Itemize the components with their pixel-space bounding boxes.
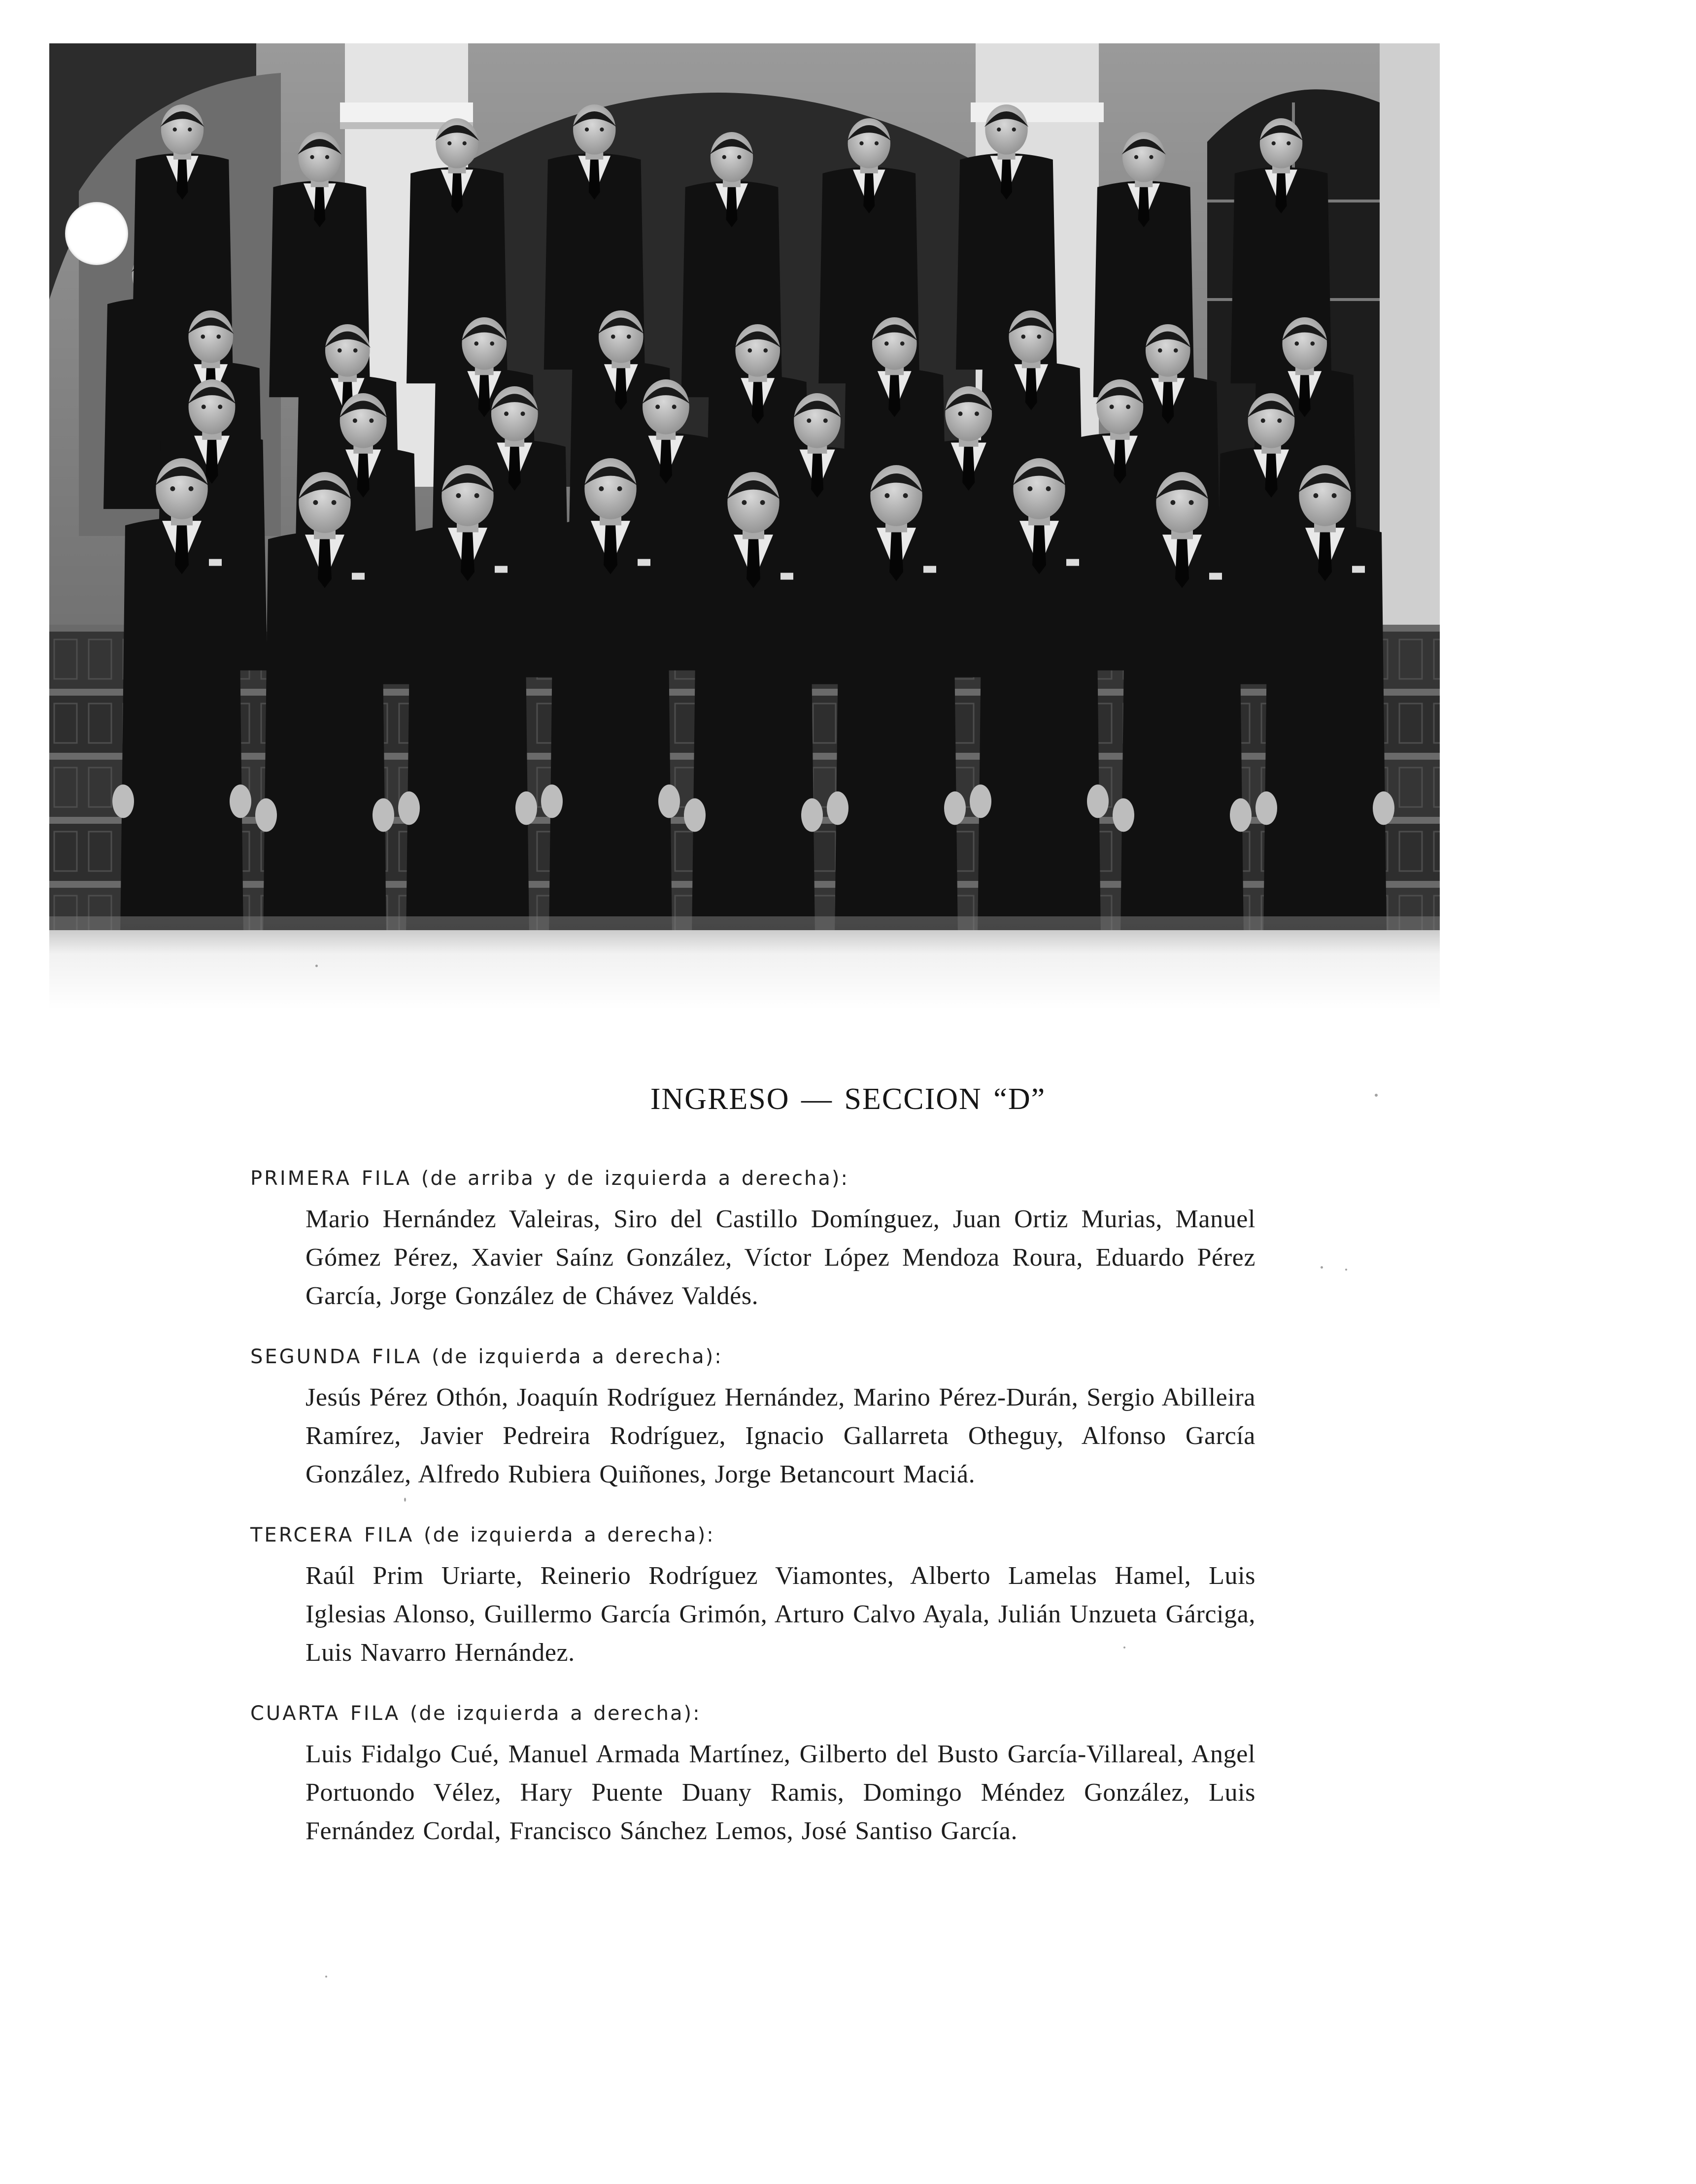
row-block-third — [250, 1520, 1255, 1672]
student-figure — [255, 472, 394, 930]
row-label: CUARTA FILA — [250, 1702, 401, 1725]
student-figure — [112, 458, 251, 930]
row-block-first — [250, 1164, 1255, 1315]
scan-speck — [1123, 1646, 1125, 1648]
scan-speck — [325, 1976, 327, 1978]
row-label: PRIMERA FILA — [250, 1167, 412, 1190]
student-figure — [1255, 465, 1394, 930]
student-figure — [398, 465, 537, 930]
scan-speck — [1345, 1269, 1347, 1271]
row-heading — [250, 1342, 1255, 1372]
student-figure — [541, 458, 680, 930]
row-label: SEGUNDA FILA — [250, 1345, 422, 1368]
row-names: Jesús Pérez Othón, Joaquín Rodríguez Hernández, Marino Pérez-Durán, Sergio Abilleira Ramírez, Javier Pedreira Rodríguez, Ignacio Gallarreta Otheguy, Alfonso García González, Alfredo Rubiera Quiñones, Jorge Betancourt Maciá. — [305, 1383, 1255, 1488]
row-qualifier: (de izquierda a derecha): — [400, 1702, 701, 1725]
student-figure — [1113, 472, 1252, 930]
row-block-fourth — [250, 1699, 1255, 1850]
row-qualifier: (de izquierda a derecha): — [414, 1524, 715, 1546]
group-photograph — [49, 43, 1440, 930]
row-block-second — [250, 1342, 1255, 1494]
scan-speck — [315, 965, 318, 967]
student-figure — [827, 465, 966, 930]
group-photograph-image — [49, 43, 1440, 930]
page-title: INGRESO — SECCION “D” — [650, 1082, 1046, 1116]
row-heading — [250, 1699, 1255, 1728]
student-figure — [970, 458, 1109, 930]
scan-speck — [404, 1498, 406, 1502]
scan-speck — [1321, 1266, 1323, 1269]
row-label: TERCERA FILA — [250, 1524, 414, 1546]
scan-speck — [1375, 1094, 1378, 1097]
row-heading — [250, 1164, 1255, 1193]
student-figure — [684, 472, 823, 930]
row-qualifier: (de arriba y de izquierda a derecha): — [411, 1167, 849, 1190]
binder-punch-hole — [65, 202, 128, 265]
row-names: Luis Fidalgo Cué, Manuel Armada Martínez, Gilberto del Busto García-Villareal, Angel Portuondo Vélez, Hary Puente Duany Ramis, Domingo Méndez González, Luis Fernández Cordal, Francisco Sánchez Lemos, José Santiso García. — [305, 1740, 1255, 1845]
row-qualifier: (de izquierda a derecha): — [422, 1345, 723, 1368]
row-names: Mario Hernández Valeiras, Siro del Castillo Domínguez, Juan Ortiz Murias, Manuel Gómez Pérez, Xavier Saínz González, Víctor López Mendoza Roura, Eduardo Pérez García, Jorge González de Chávez Valdés. — [305, 1205, 1255, 1310]
row-names: Raúl Prim Uriarte, Reinerio Rodríguez Viamontes, Alberto Lamelas Hamel, Luis Iglesias Alonso, Guillermo García Grimón, Arturo Calvo Ayala, Julián Unzueta Gárciga, Luis Navarro Hernández. — [305, 1562, 1255, 1667]
row-heading — [250, 1520, 1255, 1550]
photo-bottom-fade — [49, 916, 1440, 1010]
